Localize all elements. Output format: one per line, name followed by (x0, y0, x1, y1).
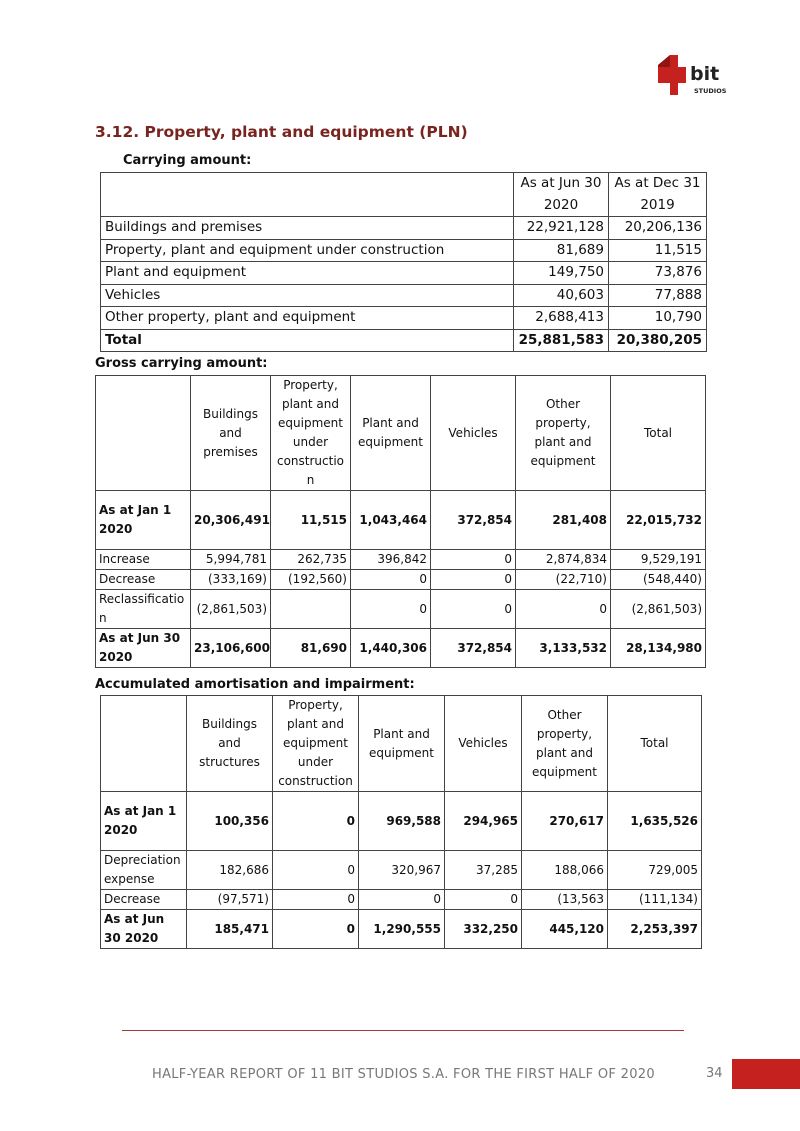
row-value: 9,529,191 (611, 550, 706, 570)
row-value: (333,169) (191, 570, 271, 590)
column-header: Property, plant and equipment under constructio n (271, 376, 351, 491)
column-header: Vehicles (445, 696, 522, 792)
row-value: 1,440,306 (351, 629, 431, 668)
row-value: 396,842 (351, 550, 431, 570)
row-value: 188,066 (522, 851, 608, 890)
row-value: (192,560) (271, 570, 351, 590)
row-value: 10,790 (609, 307, 707, 330)
total-row (101, 329, 707, 352)
row-value: 81,690 (271, 629, 351, 668)
accum-table (100, 695, 702, 949)
row-value: 20,380,205 (609, 329, 707, 352)
accum-heading: Accumulated amortisation and impairment: (95, 677, 415, 692)
row-value: 182,686 (187, 851, 273, 890)
carrying-amount-table (100, 172, 707, 352)
row-label: Other property, plant and equipment (101, 307, 514, 330)
row-label: As at Jun 30 2020 (96, 629, 191, 668)
header-empty-cell (101, 173, 514, 217)
column-header: Plant and equipment (351, 376, 431, 491)
row-label: Property, plant and equipment under construction (101, 239, 514, 262)
row-value: 20,206,136 (609, 217, 707, 240)
column-header: Buildings and premises (191, 376, 271, 491)
row-label: Total (101, 329, 514, 352)
row-value: 20,306,491 (191, 491, 271, 550)
table-row (101, 851, 702, 890)
row-value: 332,250 (445, 910, 522, 949)
row-label: Decrease (101, 890, 187, 910)
table-row (101, 792, 702, 851)
row-value: 0 (273, 910, 359, 949)
row-value: (13,563 (522, 890, 608, 910)
row-value: 73,876 (609, 262, 707, 285)
row-value: 2,688,413 (514, 307, 609, 330)
row-value: 5,994,781 (191, 550, 271, 570)
company-logo (656, 53, 736, 99)
row-value: 0 (445, 890, 522, 910)
table-header-row (101, 173, 707, 217)
row-value: 100,356 (187, 792, 273, 851)
row-value: 0 (273, 792, 359, 851)
row-value: 270,617 (522, 792, 608, 851)
footer-text: HALF-YEAR REPORT OF 11 BIT STUDIOS S.A. FOR THE FIRST HALF OF 2020 (152, 1067, 655, 1082)
row-value: 40,603 (514, 284, 609, 307)
row-label: Vehicles (101, 284, 514, 307)
header-empty-cell (96, 376, 191, 491)
row-value: (22,710) (516, 570, 611, 590)
row-value: 372,854 (431, 629, 516, 668)
row-value: 0 (351, 570, 431, 590)
row-value: 81,689 (514, 239, 609, 262)
table-row (96, 590, 706, 629)
logo-subtext: STUDIOS (694, 87, 727, 95)
row-value: 0 (359, 890, 445, 910)
table-row (96, 491, 706, 550)
table-row (96, 570, 706, 590)
row-label: Depreciation expense (101, 851, 187, 890)
row-value: 729,005 (608, 851, 702, 890)
row-value: 25,881,583 (514, 329, 609, 352)
header-col1: As at Jun 30 2020 (514, 173, 609, 217)
table-row (101, 217, 707, 240)
row-label: Increase (96, 550, 191, 570)
row-value: 28,134,980 (611, 629, 706, 668)
row-value: 0 (351, 590, 431, 629)
row-value: 37,285 (445, 851, 522, 890)
column-header: Property, plant and equipment under construction (273, 696, 359, 792)
row-label: Plant and equipment (101, 262, 514, 285)
header-col2: As at Dec 31 2019 (609, 173, 707, 217)
column-header: Plant and equipment (359, 696, 445, 792)
footer-accent-block (732, 1059, 800, 1089)
row-value: 0 (273, 851, 359, 890)
row-value: 262,735 (271, 550, 351, 570)
row-value: (2,861,503) (611, 590, 706, 629)
table-row (101, 262, 707, 285)
row-value: 372,854 (431, 491, 516, 550)
column-header: Other property, plant and equipment (522, 696, 608, 792)
column-header: Buildings and structures (187, 696, 273, 792)
row-value: 281,408 (516, 491, 611, 550)
gross-amount-heading: Gross carrying amount: (95, 356, 268, 371)
row-label: Buildings and premises (101, 217, 514, 240)
table-row (96, 629, 706, 668)
row-value: 2,253,397 (608, 910, 702, 949)
column-header: Vehicles (431, 376, 516, 491)
table-header-row (101, 696, 702, 792)
header-empty-cell (101, 696, 187, 792)
row-value: (2,861,503) (191, 590, 271, 629)
row-value: 0 (431, 570, 516, 590)
row-value: 0 (273, 890, 359, 910)
page-number: 34 (706, 1066, 723, 1081)
table-row (96, 550, 706, 570)
gross-amount-table (95, 375, 706, 668)
row-value: 0 (431, 590, 516, 629)
row-value: 22,015,732 (611, 491, 706, 550)
row-label: Decrease (96, 570, 191, 590)
section-title: 3.12. Property, plant and equipment (PLN) (95, 123, 468, 141)
row-value: 11,515 (271, 491, 351, 550)
row-value (271, 590, 351, 629)
row-value: 185,471 (187, 910, 273, 949)
row-label: As at Jan 1 2020 (96, 491, 191, 550)
row-value: 77,888 (609, 284, 707, 307)
table-row (101, 307, 707, 330)
row-value: 23,106,600 (191, 629, 271, 668)
row-value: 320,967 (359, 851, 445, 890)
row-value: (111,134) (608, 890, 702, 910)
row-value: 1,290,555 (359, 910, 445, 949)
row-value: 1,635,526 (608, 792, 702, 851)
row-value: 22,921,128 (514, 217, 609, 240)
row-value: (97,571) (187, 890, 273, 910)
row-value: 11,515 (609, 239, 707, 262)
row-value: 0 (431, 550, 516, 570)
row-label: As at Jun 30 2020 (101, 910, 187, 949)
row-value: 445,120 (522, 910, 608, 949)
row-value: 969,588 (359, 792, 445, 851)
row-value: (548,440) (611, 570, 706, 590)
row-value: 0 (516, 590, 611, 629)
row-value: 294,965 (445, 792, 522, 851)
row-value: 3,133,532 (516, 629, 611, 668)
row-label: Reclassificatio n (96, 590, 191, 629)
row-value: 1,043,464 (351, 491, 431, 550)
footer-divider (122, 1030, 684, 1031)
table-header-row (96, 376, 706, 491)
table-row (101, 239, 707, 262)
row-label: As at Jan 1 2020 (101, 792, 187, 851)
logo-text: bit (690, 63, 720, 85)
row-value: 149,750 (514, 262, 609, 285)
table-row (101, 284, 707, 307)
row-value: 2,874,834 (516, 550, 611, 570)
column-header: Total (608, 696, 702, 792)
table-row (101, 890, 702, 910)
logo-mark-icon (656, 53, 736, 99)
carrying-amount-heading: Carrying amount: (123, 153, 252, 168)
column-header: Other property, plant and equipment (516, 376, 611, 491)
column-header: Total (611, 376, 706, 491)
table-row (101, 910, 702, 949)
